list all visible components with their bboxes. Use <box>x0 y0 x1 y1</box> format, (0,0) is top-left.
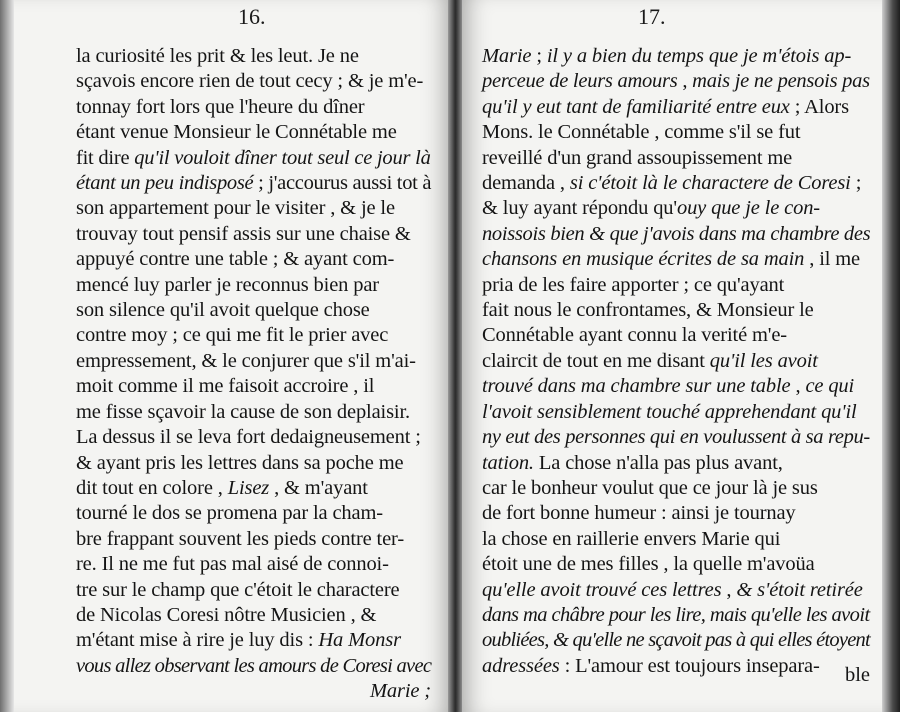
text-run: fit dire <box>76 146 135 169</box>
text-run: mencé luy parler je reconnus bien par <box>76 273 379 296</box>
text-line <box>76 476 431 501</box>
text-run: empressement, & le conjurer que s'il m'ai- <box>76 349 416 372</box>
text-run: de Nicolas Coresi nôtre Musicien , & <box>76 603 377 626</box>
right-page-edge <box>882 0 900 712</box>
italic-text-run: Lisez <box>227 476 270 499</box>
text-line <box>76 273 431 298</box>
italic-text-run: trouvé dans ma chambre sur une table <box>482 375 791 398</box>
text-run: m'étant mise à rire je luy dis : <box>76 629 319 652</box>
text-line <box>482 476 870 501</box>
text-run: contre moy ; ce qui me fit le prier avec <box>76 324 389 347</box>
italic-text-run: ce qui <box>805 375 855 398</box>
text-line <box>482 222 870 247</box>
text-run: la curiosité les prit & les leut. Je ne <box>76 45 359 67</box>
italic-text-run: il y a bien du temps que je m'étois ap- <box>546 45 852 67</box>
left-page-text <box>76 44 431 705</box>
text-line <box>482 69 870 94</box>
text-run: ; <box>850 172 862 195</box>
italic-text-run: perceue de leurs amours <box>482 70 678 93</box>
right-page-text <box>482 44 870 679</box>
text-line <box>76 69 431 94</box>
italic-text-run: tation. <box>482 451 534 474</box>
text-run: Mons. le Connétable , comme s'il se fut <box>482 121 801 144</box>
text-run: tre sur le champ que c'étoit le charactere <box>76 578 400 601</box>
text-run: la chose en raillerie envers Marie qui <box>482 527 781 550</box>
italic-text-run: mais je ne pensois pas <box>692 70 870 93</box>
text-run: & luy ayant répondu qu' <box>482 197 677 220</box>
text-line <box>76 374 431 399</box>
text-line <box>482 552 870 577</box>
italic-text-run: qu'il vouloit dîner tout seul ce jour là <box>134 146 431 169</box>
italic-text-run: ouy que je le con- <box>676 197 820 220</box>
text-line <box>76 349 431 374</box>
text-line <box>76 298 431 323</box>
text-line <box>482 603 870 628</box>
text-line <box>482 146 870 171</box>
italic-text-run: & s'étoit retirée <box>736 578 863 601</box>
text-run: tourné le dos se promena par la cham- <box>76 502 383 525</box>
text-run: étant venue Monsieur le Connétable me <box>76 121 397 144</box>
text-line <box>76 323 431 348</box>
text-run: , <box>721 578 737 601</box>
text-line <box>76 552 431 577</box>
text-run: reveillé d'un grand assoupissement me <box>482 146 793 169</box>
text-line <box>76 501 431 526</box>
text-line <box>482 273 870 298</box>
text-line <box>482 196 870 221</box>
text-line <box>76 171 431 196</box>
text-run: son silence qu'il avoit quelque chose <box>76 299 370 322</box>
text-line <box>76 95 431 120</box>
text-line <box>76 451 431 476</box>
text-run: appuyé contre une table ; & ayant com- <box>76 248 395 271</box>
text-run: claircit de tout en me disant <box>482 349 710 372</box>
italic-text-run: étant un peu indisposé <box>76 172 254 195</box>
text-line <box>482 501 870 526</box>
left-page-edge <box>0 0 14 712</box>
italic-text-run: adressées <box>482 654 560 677</box>
italic-text-run: dans ma châbre pour les lire, mais qu'elle les avoit <box>482 603 870 626</box>
italic-text-run: ny eut des personnes qui en voulussent à sa repu- <box>482 426 870 449</box>
text-run: me fisse sçavoir la cause de son deplaisir. <box>76 400 410 423</box>
italic-text-run: vous allez observant les amours de Coresi avec <box>76 654 432 677</box>
italic-text-run: chansons en musique écrites de sa main <box>482 248 805 271</box>
text-line <box>482 654 870 679</box>
text-line <box>76 120 431 145</box>
text-line <box>482 527 870 552</box>
text-line <box>482 247 870 272</box>
text-run: , <box>790 375 806 398</box>
text-run: moit comme il me faisoit accroire , il <box>76 375 375 398</box>
italic-text-run: l'avoit sensiblement touché apprehendant qu'il <box>482 400 857 423</box>
text-line <box>76 679 431 704</box>
text-run: & ayant pris les lettres dans sa poche me <box>76 451 404 474</box>
text-line <box>482 451 870 476</box>
text-line <box>482 425 870 450</box>
text-run: ; <box>531 45 547 67</box>
text-line <box>482 298 870 323</box>
text-run: pria de les faire apporter ; ce qu'ayant <box>482 273 785 296</box>
text-line <box>76 400 431 425</box>
text-line <box>482 323 870 348</box>
text-line <box>482 374 870 399</box>
text-line <box>76 603 431 628</box>
text-run: car le bonheur voulut que ce jour là je sus <box>482 476 818 499</box>
italic-text-run: qu'il les avoit <box>709 349 818 372</box>
text-line <box>76 425 431 450</box>
text-run: , <box>677 70 693 93</box>
text-run: ; j'accourus aussi tot à <box>253 172 432 195</box>
left-page-number: 16. <box>238 4 266 29</box>
text-run: demanda , <box>482 172 570 195</box>
text-run: ; Alors <box>789 95 849 118</box>
text-line <box>76 578 431 603</box>
text-line <box>76 654 431 679</box>
text-run: re. Il ne me fut pas mal aisé de connoi- <box>76 553 389 576</box>
italic-text-run: Marie ; <box>369 680 431 703</box>
text-line <box>76 247 431 272</box>
text-line <box>482 400 870 425</box>
text-run: de fort bonne humeur : ainsi je tournay <box>482 502 796 525</box>
text-run: son appartement pour le visiter , & je le <box>76 197 395 220</box>
right-page <box>462 0 882 712</box>
text-line <box>76 146 431 171</box>
italic-text-run: oubliées, & qu'elle ne sçavoit pas à qui elles étoyent <box>482 629 870 652</box>
text-line <box>482 578 870 603</box>
text-run: Connétable ayant connu la verité m'e- <box>482 324 787 347</box>
text-run: dit tout en colore , <box>76 476 228 499</box>
text-line <box>482 171 870 196</box>
text-line <box>482 628 870 653</box>
text-run: tonnay fort lors que l'heure du dîner <box>76 95 365 118</box>
catchword: ble <box>844 664 870 686</box>
text-line <box>482 349 870 374</box>
text-run: fait nous le confrontames, & Monsieur le <box>482 299 814 322</box>
text-run: , il me <box>804 248 861 271</box>
italic-text-run: Ha Monsr <box>318 629 401 652</box>
text-run: : L'amour est toujours insepara- <box>559 654 820 677</box>
text-line <box>482 95 870 120</box>
text-run: La chose n'alla pas plus avant, <box>533 451 783 474</box>
text-run: bre frappant souvent les pieds contre ter- <box>76 527 404 550</box>
text-line <box>482 44 870 69</box>
text-line <box>76 527 431 552</box>
italic-text-run: noissois bien & que j'avois dans ma chambre des <box>482 222 871 245</box>
italic-text-run: si c'étoit là le charactere de Coresi <box>569 172 851 195</box>
text-run: sçavois encore rien de tout cecy ; & je m'e- <box>76 70 424 93</box>
right-page-number: 17. <box>638 4 666 29</box>
text-run: étoit une de mes filles , la quelle m'avoüa <box>482 553 815 576</box>
italic-text-run: qu'il y eut tant de familiarité entre eux <box>482 95 790 118</box>
text-line <box>76 196 431 221</box>
text-line <box>76 44 431 69</box>
italic-text-run: qu'elle avoit trouvé ces lettres <box>482 578 722 601</box>
italic-text-run: Marie <box>482 45 532 67</box>
text-run: trouvay tout pensif assis sur une chaise & <box>76 222 411 245</box>
text-line <box>76 222 431 247</box>
text-run: , & m'ayant <box>269 476 368 499</box>
text-line <box>76 628 431 653</box>
text-run: La dessus il se leva fort dedaigneusement ; <box>76 426 421 449</box>
text-line <box>482 120 870 145</box>
